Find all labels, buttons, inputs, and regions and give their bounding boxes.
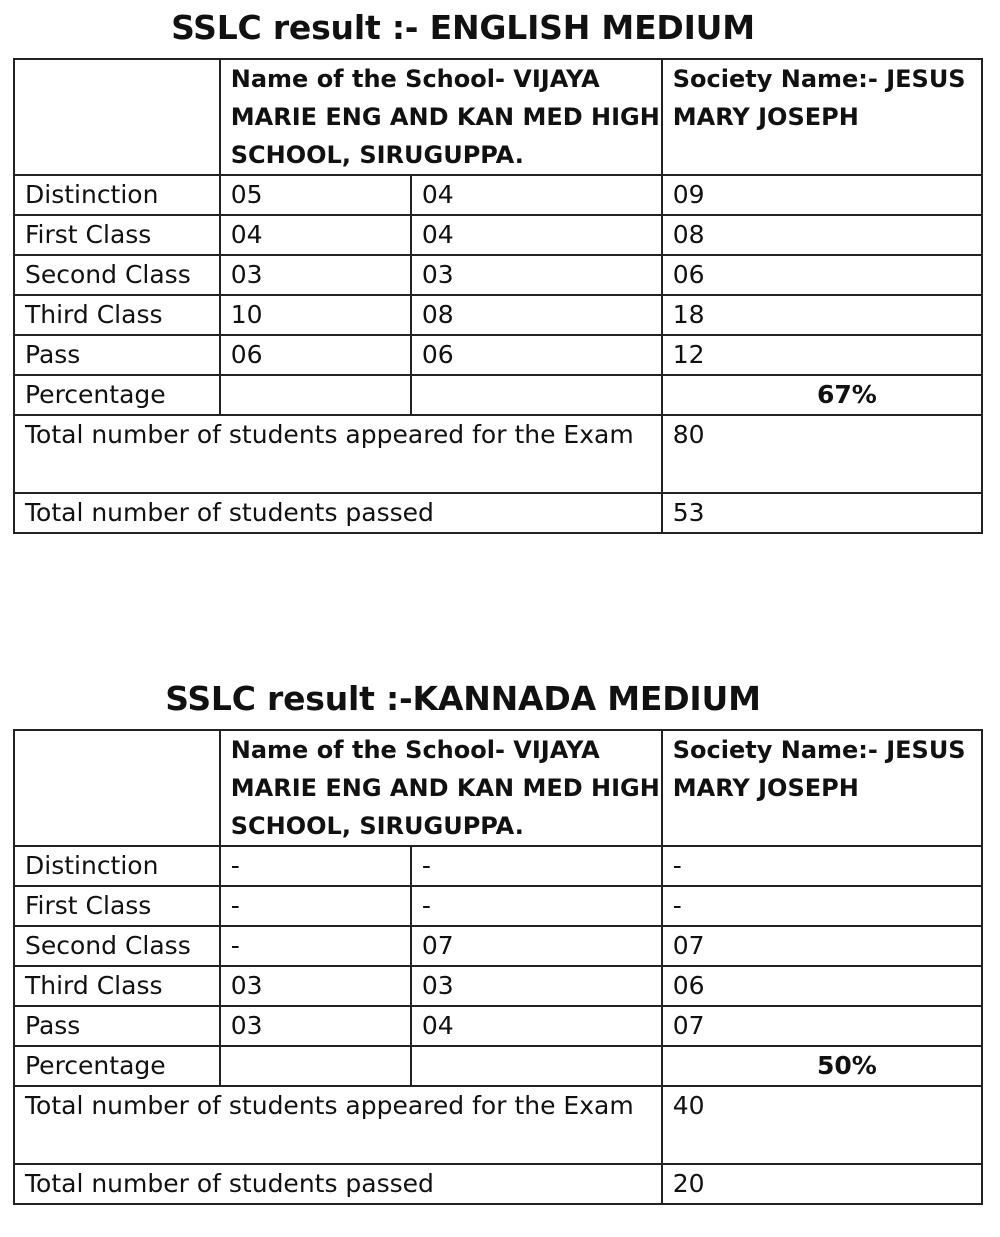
school-name-header: Name of the School- VIJAYA MARIE ENG AND KAN MED HIGH SCHOOL, SIRUGUPPA.	[220, 730, 662, 846]
cell-value: 04	[220, 215, 411, 255]
appeared-label: Total number of students appeared for the Exam	[14, 1086, 662, 1164]
cell-value: 07	[411, 926, 662, 966]
percentage-row	[14, 375, 982, 415]
cell-total: 18	[662, 295, 982, 335]
cell-total: -	[662, 886, 982, 926]
cell-total: 07	[662, 926, 982, 966]
percentage-row	[14, 1046, 982, 1086]
row-label: Distinction	[14, 846, 220, 886]
cell-value: -	[411, 886, 662, 926]
row-label: Second Class	[14, 926, 220, 966]
english-medium-section	[13, 0, 983, 534]
cell-value: 03	[220, 966, 411, 1006]
passed-value: 53	[662, 493, 982, 533]
table-row	[14, 175, 982, 215]
cell-total: 12	[662, 335, 982, 375]
cell-value: -	[220, 926, 411, 966]
cell-total: 09	[662, 175, 982, 215]
cell-value: 10	[220, 295, 411, 335]
row-label: Pass	[14, 1006, 220, 1046]
cell-value: 03	[411, 966, 662, 1006]
cell-value: -	[220, 886, 411, 926]
appeared-row	[14, 415, 982, 493]
cell-value: 04	[411, 175, 662, 215]
cell-total: 08	[662, 215, 982, 255]
cell-value: 04	[411, 1006, 662, 1046]
cell-total: 06	[662, 966, 982, 1006]
cell-value: 08	[411, 295, 662, 335]
table-row	[14, 335, 982, 375]
kannada-medium-section	[13, 671, 983, 1205]
table-row	[14, 966, 982, 1006]
cell-value: 05	[220, 175, 411, 215]
passed-row	[14, 1164, 982, 1204]
passed-label: Total number of students passed	[14, 1164, 662, 1204]
passed-row	[14, 493, 982, 533]
appeared-label: Total number of students appeared for the Exam	[14, 415, 662, 493]
empty-cell	[411, 1046, 662, 1086]
row-label: First Class	[14, 886, 220, 926]
english-result-table	[13, 58, 983, 534]
cell-total: 06	[662, 255, 982, 295]
row-label: Distinction	[14, 175, 220, 215]
passed-value: 20	[662, 1164, 982, 1204]
cell-value: 03	[220, 1006, 411, 1046]
table-header-row	[14, 59, 982, 175]
row-label: Third Class	[14, 966, 220, 1006]
table-row	[14, 846, 982, 886]
empty-cell	[220, 375, 411, 415]
appeared-value: 40	[662, 1086, 982, 1164]
table-row	[14, 255, 982, 295]
table-row	[14, 215, 982, 255]
cell-value: 04	[411, 215, 662, 255]
society-name-header: Society Name:- JESUS MARY JOSEPH	[662, 59, 982, 175]
table-row	[14, 1006, 982, 1046]
society-name-header: Society Name:- JESUS MARY JOSEPH	[662, 730, 982, 846]
cell-value: -	[411, 846, 662, 886]
percentage-label: Percentage	[14, 1046, 220, 1086]
kannada-medium-title: SSLC result :-KANNADA MEDIUM	[165, 679, 761, 718]
row-label: Second Class	[14, 255, 220, 295]
table-row	[14, 886, 982, 926]
appeared-value: 80	[662, 415, 982, 493]
cell-value: 03	[411, 255, 662, 295]
table-row	[14, 295, 982, 335]
passed-label: Total number of students passed	[14, 493, 662, 533]
percentage-label: Percentage	[14, 375, 220, 415]
cell-value: 03	[220, 255, 411, 295]
table-header-row	[14, 730, 982, 846]
appeared-row	[14, 1086, 982, 1164]
english-medium-title: SSLC result :- ENGLISH MEDIUM	[171, 8, 755, 47]
percentage-value: 50%	[662, 1046, 982, 1086]
cell-total: 07	[662, 1006, 982, 1046]
header-blank-cell	[14, 730, 220, 846]
table-row	[14, 926, 982, 966]
header-blank-cell	[14, 59, 220, 175]
empty-cell	[411, 375, 662, 415]
cell-value: -	[220, 846, 411, 886]
percentage-value: 67%	[662, 375, 982, 415]
kannada-result-table	[13, 729, 983, 1205]
cell-value: 06	[411, 335, 662, 375]
row-label: Pass	[14, 335, 220, 375]
cell-total: -	[662, 846, 982, 886]
row-label: Third Class	[14, 295, 220, 335]
row-label: First Class	[14, 215, 220, 255]
cell-value: 06	[220, 335, 411, 375]
empty-cell	[220, 1046, 411, 1086]
school-name-header: Name of the School- VIJAYA MARIE ENG AND KAN MED HIGH SCHOOL, SIRUGUPPA.	[220, 59, 662, 175]
